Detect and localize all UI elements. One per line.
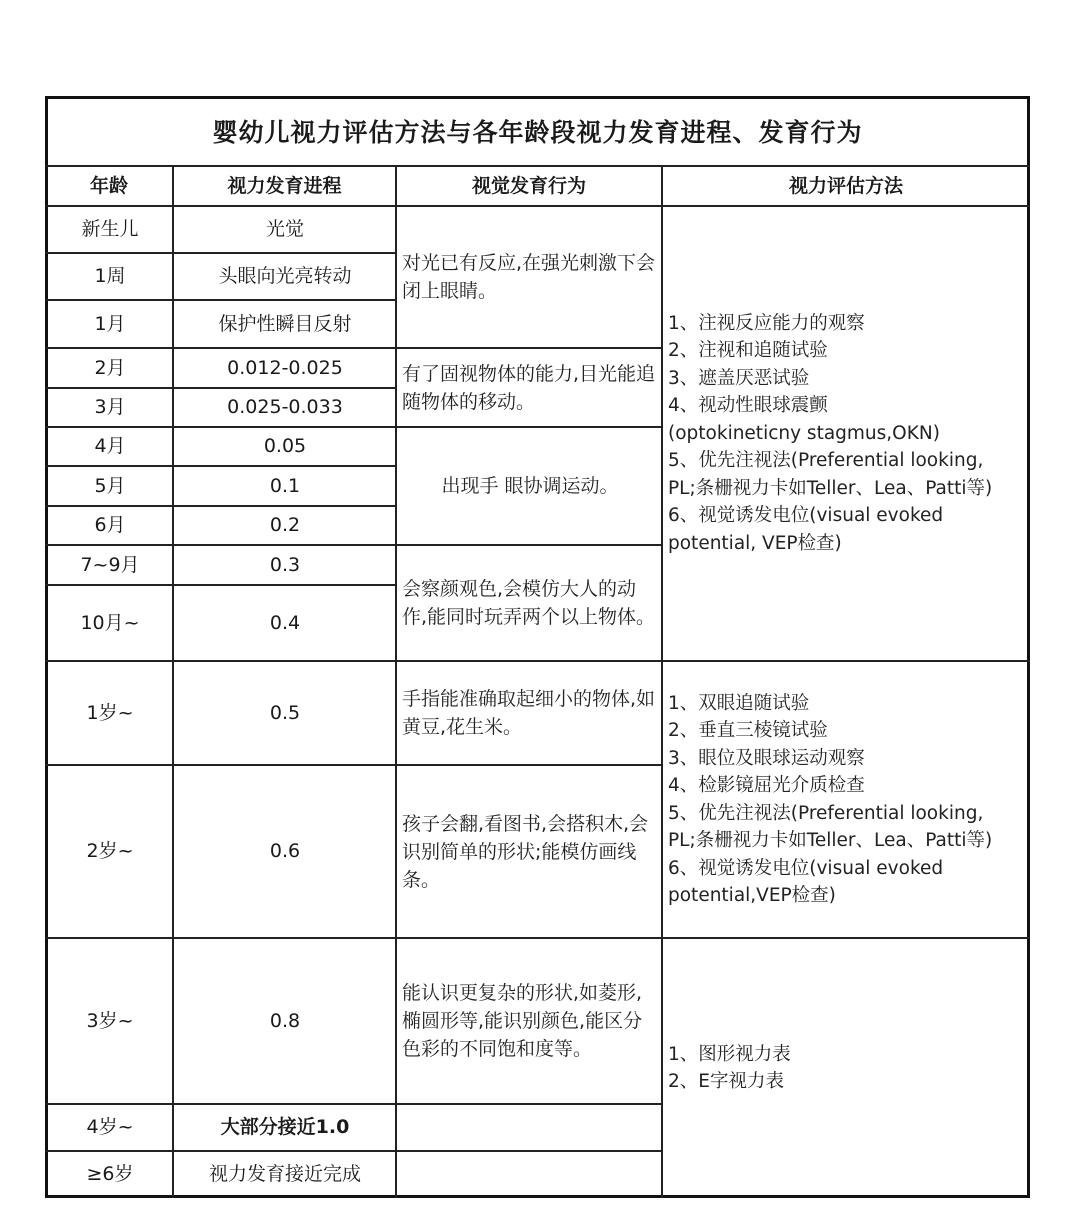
divider	[45, 1103, 396, 1105]
method-item: 4、视动性眼球震颤	[668, 395, 828, 417]
method-item: PL;条栅视力卡如Teller、Lea、Patti等)	[668, 830, 993, 851]
behavior-text: 孩子会翻,看图书,会搭积木,会识别简单的形状;能模仿画线条。	[402, 812, 649, 891]
method-item: (optokineticny stagmus,OKN)	[668, 422, 940, 444]
age-cell: 1月	[94, 312, 126, 335]
progress-cell: 0.6	[269, 840, 301, 862]
divider	[45, 544, 396, 546]
age-cell: 10月~	[80, 611, 140, 634]
divider	[396, 660, 662, 662]
progress-cell: 光觉	[265, 218, 304, 240]
method-item: 1、图形视力表	[668, 1043, 791, 1065]
behavior-cell-empty	[398, 1104, 662, 1151]
age-cell: 5月	[94, 474, 126, 497]
method-item: 1、注视反应能力的观察	[668, 312, 865, 334]
age-cell: 6月	[94, 514, 126, 536]
progress-cell: 0.8	[269, 1009, 301, 1032]
method-item: 2、垂直三棱镜试验	[668, 720, 828, 741]
divider	[45, 764, 396, 766]
age-cell: ≥6岁	[86, 1163, 134, 1185]
method-item: 4、检影镜屈光介质检查	[668, 775, 865, 796]
behavior-text: 手指能准确取起细小的物体,如黄豆,花生米。	[402, 688, 656, 738]
behavior-cell	[398, 765, 662, 938]
divider	[661, 166, 663, 1198]
header-method: 视力评估方法	[788, 174, 903, 197]
divider	[396, 1103, 662, 1105]
method-item: 6、视觉诱发电位(visual evoked	[668, 857, 944, 879]
divider	[45, 426, 396, 428]
age-cell: 3岁~	[86, 1009, 134, 1032]
divider	[396, 426, 662, 428]
age-cell: 1岁~	[86, 701, 134, 724]
divider	[45, 205, 1030, 207]
header-behavior: 视觉发育行为	[471, 174, 586, 197]
divider	[172, 166, 174, 1198]
divider	[45, 1150, 396, 1152]
method-item: 5、优先注视法(Preferential looking,	[668, 450, 984, 472]
progress-cell: 0.4	[269, 611, 301, 634]
behavior-cell	[398, 545, 662, 661]
method-item: 1、双眼追随试验	[668, 692, 810, 714]
method-item: potential, VEP检查)	[668, 532, 842, 554]
method-cell-child	[664, 938, 1028, 1198]
header-progress: 视力发育进程	[227, 174, 342, 197]
method-item: 2、E字视力表	[668, 1071, 784, 1092]
age-cell: 4岁~	[86, 1116, 134, 1138]
divider	[662, 660, 1030, 662]
method-list	[668, 1041, 791, 1096]
method-item: PL;条栅视力卡如Teller、Lea、Patti等)	[668, 477, 993, 499]
progress-cell: 0.1	[269, 474, 301, 497]
progress-cell: 0.012-0.025	[227, 356, 343, 379]
behavior-text: 会察颜观色,会模仿大人的动作,能同时玩弄两个以上物体。	[402, 578, 656, 628]
method-item: 6、视觉诱发电位(visual evoked	[668, 505, 944, 527]
method-cell-toddler	[664, 661, 1028, 938]
divider	[396, 1150, 662, 1152]
progress-cell: 0.2	[269, 514, 301, 536]
method-item: 3、眼位及眼球运动观察	[668, 747, 865, 769]
progress-cell: 保护性瞬目反射	[218, 312, 352, 335]
divider	[45, 165, 1030, 167]
progress-cell: 0.05	[263, 435, 307, 457]
behavior-text: 有了固视物体的能力,目光能追随物体的移动。	[402, 362, 656, 413]
divider	[662, 937, 1030, 939]
age-cell: 2岁~	[86, 840, 134, 862]
age-cell: 7~9月	[80, 553, 140, 576]
behavior-text: 出现手 眼协调运动。	[441, 475, 619, 497]
behavior-cell-empty	[398, 1151, 662, 1198]
method-list	[668, 310, 992, 558]
divider	[45, 252, 396, 254]
age-cell: 3月	[94, 396, 126, 418]
divider	[45, 299, 396, 301]
age-cell: 1周	[94, 265, 126, 287]
behavior-text: 能认识更复杂的形状,如菱形,椭圆形等,能识别颜色,能区分色彩的不同饱和度等。	[402, 982, 643, 1060]
divider	[396, 544, 662, 546]
behavior-text: 对光已有反应,在强光刺激下会闭上眼睛。	[402, 252, 656, 302]
header-age: 年龄	[89, 174, 128, 197]
age-cell: 新生儿	[81, 218, 139, 240]
age-cell: 2月	[94, 356, 126, 379]
behavior-cell	[398, 427, 662, 545]
progress-cell: 0.3	[269, 553, 301, 576]
behavior-cell	[398, 661, 662, 765]
divider	[45, 387, 396, 389]
progress-cell: 视力发育接近完成	[208, 1163, 361, 1185]
method-item: 5、优先注视法(Preferential looking,	[668, 802, 984, 824]
behavior-cell	[398, 206, 662, 348]
divider	[45, 347, 396, 349]
divider	[396, 347, 662, 349]
divider	[396, 764, 662, 766]
progress-cell: 大部分接近1.0	[220, 1116, 350, 1138]
method-item: 2、注视和追随试验	[668, 340, 828, 362]
method-list	[668, 690, 992, 910]
behavior-cell	[398, 938, 662, 1104]
method-item: 3、遮盖厌恶试验	[668, 367, 810, 389]
method-item: potential,VEP检查)	[668, 885, 836, 906]
divider	[396, 937, 662, 939]
divider	[45, 937, 396, 939]
table-title: 婴幼儿视力评估方法与各年龄段视力发育进程、发育行为	[212, 118, 863, 147]
divider	[45, 505, 396, 507]
method-cell-infant	[664, 206, 1028, 661]
progress-cell: 0.025-0.033	[227, 396, 343, 418]
divider	[45, 584, 396, 586]
behavior-cell	[398, 348, 662, 427]
age-cell: 4月	[94, 435, 126, 457]
progress-cell: 0.5	[269, 701, 301, 724]
progress-cell: 头眼向光亮转动	[218, 265, 352, 287]
divider	[45, 465, 396, 467]
divider	[45, 660, 396, 662]
divider	[395, 166, 397, 1198]
